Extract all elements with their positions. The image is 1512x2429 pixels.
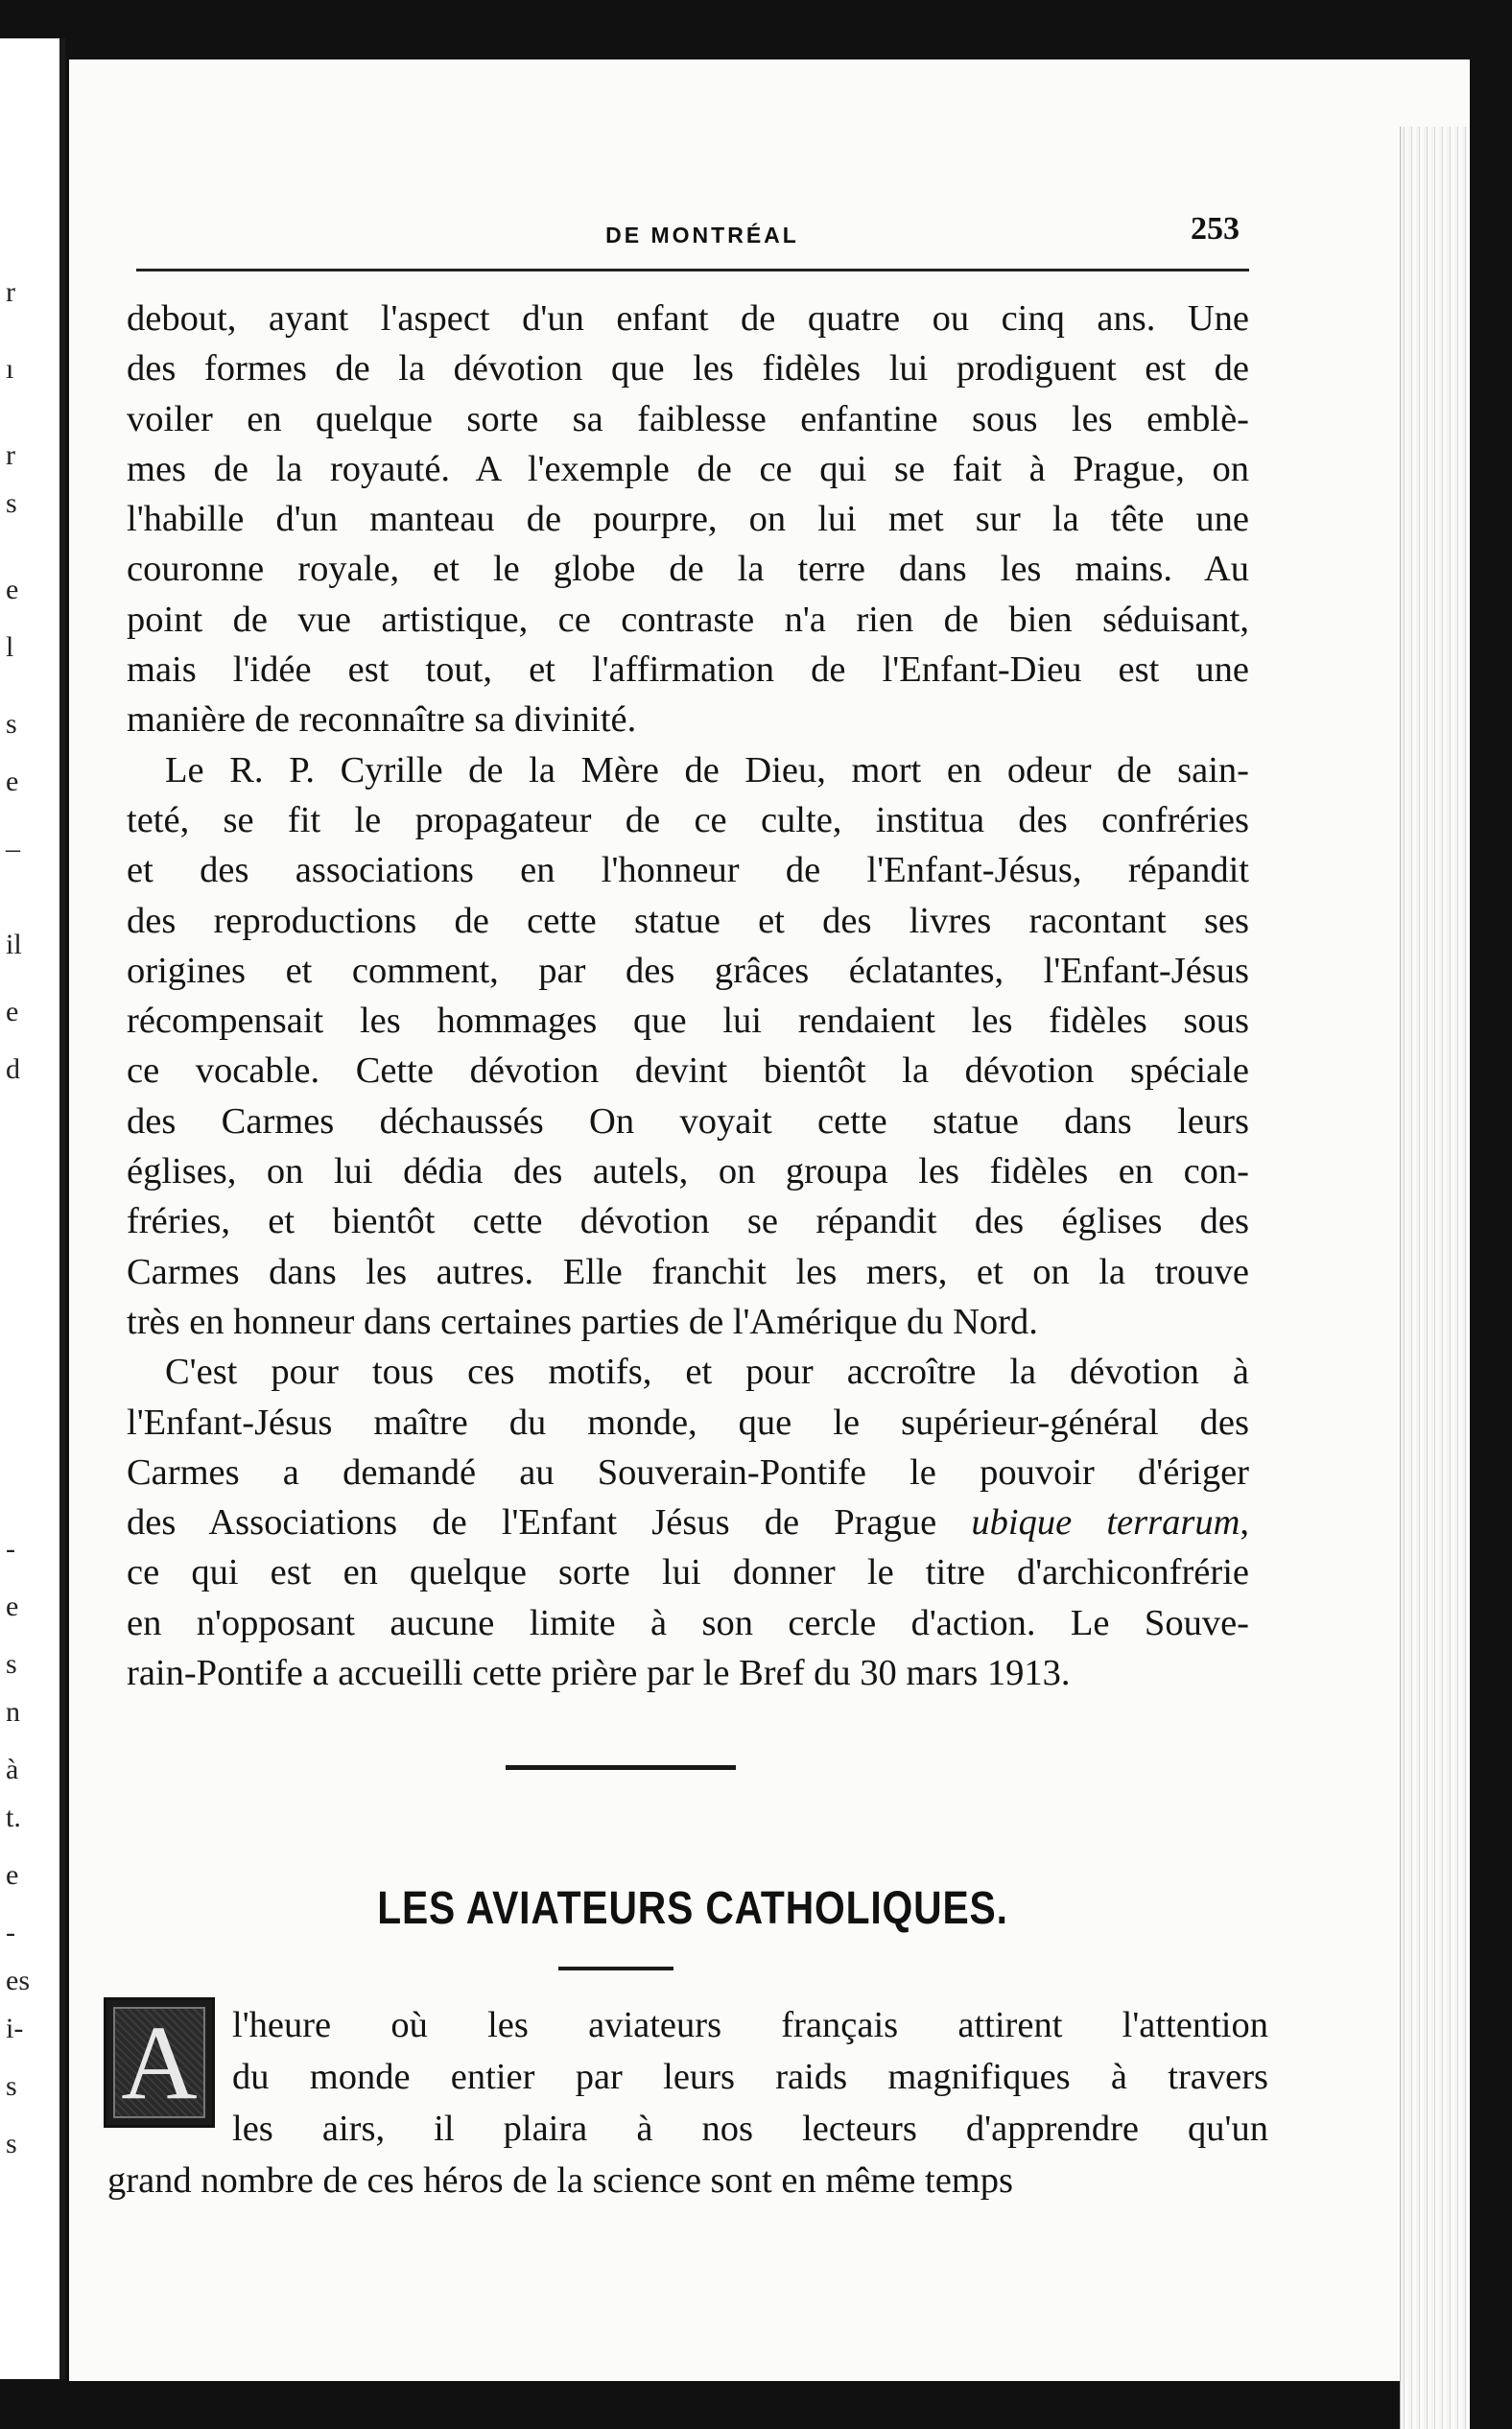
text-line: et des associations en l'honneur de l'Enfant-Jésus, répandit xyxy=(127,850,1249,891)
adjacent-page-strip xyxy=(0,38,65,2379)
text-line: voiler en quelque sorte sa faiblesse enfantine sous les emblè- xyxy=(127,398,1249,439)
text-line: Carmes dans les autres. Elle franchit les mers, et on la trouve xyxy=(127,1251,1249,1292)
adjacent-page-fragment: e xyxy=(6,1859,19,1891)
text-line: récompensait les hommages que lui rendaient les fidèles sous xyxy=(127,1001,1249,1042)
text-line: point de vue artistique, ce contraste n'a rien de bien séduisant, xyxy=(127,599,1249,640)
adjacent-page-fragment: d xyxy=(6,1053,20,1085)
adjacent-page-fragment: e xyxy=(6,766,19,797)
adjacent-page-fragment: s xyxy=(6,487,17,519)
text-line: l'heure où les aviateurs français attirent l'attention xyxy=(232,2005,1268,2045)
adjacent-page-fragment: r xyxy=(6,276,15,308)
section-text xyxy=(107,1999,1268,2206)
header-rule xyxy=(136,269,1249,271)
text-line: teté, se fit le propagateur de ce culte, institua des confréries xyxy=(127,799,1249,840)
adjacent-page-fragment: s xyxy=(6,708,17,740)
title-underline xyxy=(558,1967,673,1970)
adjacent-page-fragment: r xyxy=(6,439,15,471)
running-title: DE MONTRÉAL xyxy=(605,223,799,248)
body-text xyxy=(127,294,1249,1698)
paragraph-2 xyxy=(127,745,1249,1348)
text-line: rain-Pontife a accueilli cette prière par le Bref du 30 mars 1913. xyxy=(127,1653,1071,1694)
adjacent-page-fragment: l xyxy=(6,631,14,663)
text-line: mes de la royauté. A l'exemple de ce qui se fait à Prague, on xyxy=(127,448,1249,489)
section-separator xyxy=(506,1765,736,1770)
text-line: du monde entier par leurs raids magnifiques à travers xyxy=(232,2057,1268,2097)
adjacent-page-fragment: - xyxy=(6,1917,15,1948)
text-line: debout, ayant l'aspect d'un enfant de quatre ou cinq ans. Une xyxy=(127,298,1249,339)
adjacent-page-fragment: – xyxy=(6,833,20,864)
adjacent-page-fragment: es xyxy=(6,1965,30,1996)
text-line: très en honneur dans certaines parties de l'Amérique du Nord. xyxy=(127,1301,1038,1342)
text-line: Le R. P. Cyrille de la Mère de Dieu, mort en odeur de sain- xyxy=(165,749,1249,790)
text-line: en n'opposant aucune limite à son cercle d'action. Le Souve- xyxy=(127,1602,1249,1643)
paragraph-1 xyxy=(127,294,1249,745)
adjacent-page-fragment: à xyxy=(6,1754,19,1785)
adjacent-page-fragment: e xyxy=(6,1591,19,1622)
drop-cap-letter: A xyxy=(121,2004,198,2121)
page-number: 253 xyxy=(1191,211,1240,247)
text-line: églises, on lui dédia des autels, on groupa les fidèles en con- xyxy=(127,1151,1249,1192)
adjacent-page-fragment: i- xyxy=(6,2013,24,2044)
adjacent-page-fragment: s xyxy=(6,1648,17,1680)
adjacent-page-fragment: ı xyxy=(6,353,14,385)
paragraph-3 xyxy=(127,1347,1249,1698)
text-line: Carmes a demandé au Souverain-Pontife le pouvoir d'ériger xyxy=(127,1451,1249,1493)
text-line: les airs, il plaira à nos lecteurs d'apprendre qu'un xyxy=(232,2109,1268,2149)
text-line: des formes de la dévotion que les fidèles lui prodiguent est de xyxy=(127,348,1249,389)
text-line: couronne royale, et le globe de la terre dans les mains. Au xyxy=(127,549,1249,590)
text-line: l'Enfant-Jésus maître du monde, que le supérieur-général des xyxy=(127,1402,1249,1443)
page-edge xyxy=(1400,127,1470,2429)
text-line: des Carmes déchaussés On voyait cette statue dans leurs xyxy=(127,1100,1249,1142)
text-line: origines et comment, par des grâces éclatantes, l'Enfant-Jésus xyxy=(127,950,1249,991)
text-line: des Associations de l'Enfant Jésus de Prague ubique terrarum, xyxy=(127,1502,1250,1544)
adjacent-page-fragment: n xyxy=(6,1696,20,1728)
text-line: mais l'idée est tout, et l'affirmation de l'Enfant-Dieu est une xyxy=(127,649,1249,691)
adjacent-page-fragment: e xyxy=(6,574,19,605)
text-line: ce qui est en quelque sorte lui donner le titre d'archiconfrérie xyxy=(127,1552,1249,1593)
adjacent-page-fragment: t. xyxy=(6,1802,21,1833)
adjacent-page-fragment: s xyxy=(6,2070,17,2102)
text-line: ce vocable. Cette dévotion devint bientôt la dévotion spéciale xyxy=(127,1050,1249,1092)
text-line: manière de reconnaître sa divinité. xyxy=(127,699,637,741)
text-line: des reproductions de cette statue et des livres racontant ses xyxy=(127,900,1249,941)
book-page xyxy=(69,59,1470,2381)
text-line: C'est pour tous ces motifs, et pour accroître la dévotion à xyxy=(165,1352,1249,1393)
adjacent-page-fragment: s xyxy=(6,2128,17,2159)
text-line: l'habille d'un manteau de pourpre, on lui met sur la tête une xyxy=(127,499,1249,540)
adjacent-page-fragment: e xyxy=(6,996,19,1027)
section-title: LES AVIATEURS CATHOLIQUES. xyxy=(377,1883,1008,1934)
adjacent-page-fragment: - xyxy=(6,1533,15,1565)
adjacent-page-fragment: il xyxy=(6,929,22,960)
text-line: grand nombre de ces héros de la science sont en même temps xyxy=(107,2160,1013,2201)
text-line: fréries, et bientôt cette dévotion se répandit des églises des xyxy=(127,1201,1249,1242)
